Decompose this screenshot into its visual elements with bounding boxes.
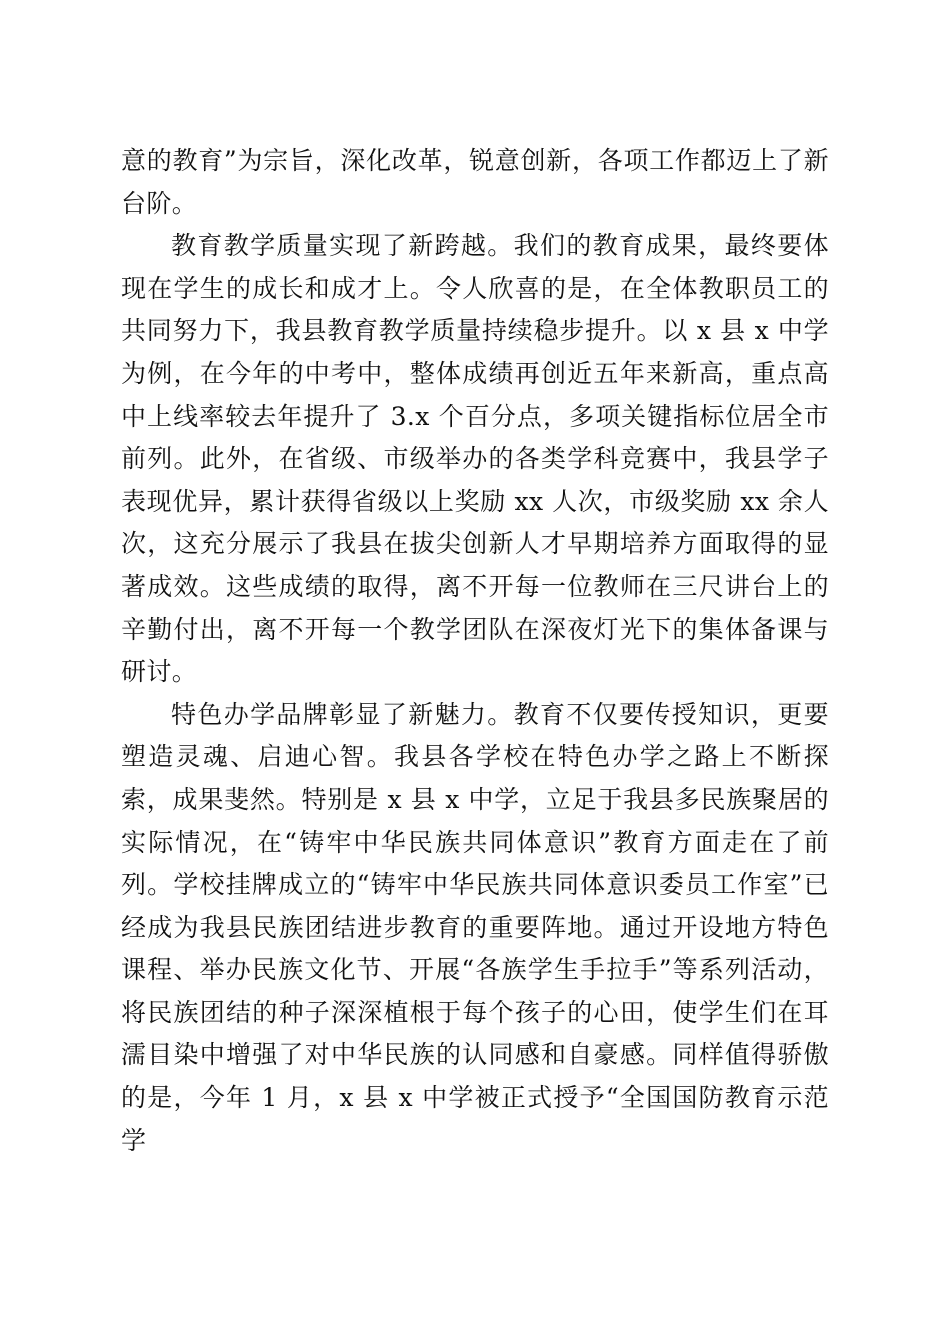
paragraph-school-branding: 特色办学品牌彰显了新魅力。教育不仅要传授知识，更要塑造灵魂、启迪心智。我县各学校在特色办学之路上不断探索，成果斐然。特别是 x 县 x 中学，立足于我县多民族聚居的实际情况，在“铸牢中华民族共同体意识”教育方面走在了前列。学校挂牌成立的“铸牢中华民族共同体意识委员工作室”已经成为我县民族团结进步教育的重要阵地。通过开设地方特色课程、举办民族文化节、开展“各族学生手拉手”等系列活动，将民族团结的种子深深植根于每个孩子的心田，使学生们在耳濡目染中增强了对中华民族的认同感和自豪感。同样值得骄傲的是，今年 1 月，x 县 x 中学被正式授予“全国国防教育示范学: [121, 699, 829, 1155]
body-text: [121, 140, 829, 1162]
paragraph-continuation: 意的教育”为宗旨，深化改革，锐意创新，各项工作都迈上了新台阶。: [121, 146, 829, 218]
paragraph-teaching-quality: 教育教学质量实现了新跨越。我们的教育成果，最终要体现在学生的成长和成才上。令人欣喜的是，在全体教职员工的共同努力下，我县教育教学质量持续稳步提升。以 x 县 x 中学为例，在今年的中考中，整体成绩再创近五年来新高，重点高中上线率较去年提升了 3.x 个百分点，多项关键指标位居全市前列。此外，在省级、市级举办的各类学科竞赛中，我县学子表现优异，累计获得省级以上奖励 xx 人次，市级奖励 xx 余人次，这充分展示了我县在拔尖创新人才早期培养方面取得的显著成效。这些成绩的取得，离不开每一位教师在三尺讲台上的辛勤付出，离不开每一个教学团队在深夜灯光下的集体备课与研讨。: [121, 231, 829, 687]
